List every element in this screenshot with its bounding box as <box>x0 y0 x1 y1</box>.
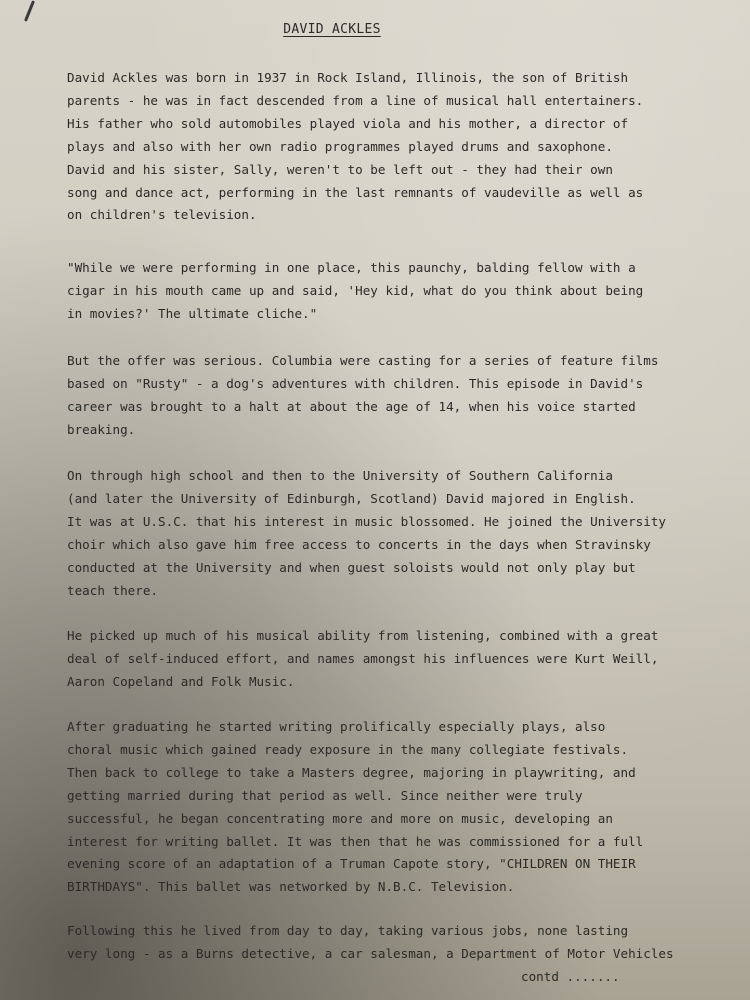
text-line: After graduating he started writing prolifically especially plays, also <box>67 719 606 734</box>
text-line: choral music which gained ready exposure in the many collegiate festivals. <box>67 741 629 757</box>
pen-mark <box>24 0 35 22</box>
text-line: parents - he was in fact descended from a line of musical hall entertainers. <box>67 92 644 108</box>
text-line: interest for writing ballet. It was then that he was commissioned for a full <box>67 833 644 849</box>
text-line: On through high school and then to the University of Southern California <box>67 468 613 483</box>
paragraph-university <box>67 465 707 602</box>
text-line: He picked up much of his musical ability from listening, combined with a great <box>67 628 659 643</box>
text-line: choir which also gave him free access to concerts in the days when Stravinsky <box>67 536 651 552</box>
page-title: DAVID ACKLES <box>283 22 381 37</box>
text-line: (and later the University of Edinburgh, Scotland) David majored in English. <box>67 490 636 506</box>
text-line: plays and also with her own radio programmes played drums and saxophone. <box>67 138 613 154</box>
text-line: David Ackles was born in 1937 in Rock Island, Illinois, the son of British <box>67 70 629 85</box>
text-line: His father who sold automobiles played viola and his mother, a director of <box>67 115 629 131</box>
text-line: conducted at the University and when guest soloists would not only play but <box>67 559 636 575</box>
text-line: based on "Rusty" - a dog's adventures with children. This episode in David's <box>67 375 644 391</box>
paragraph-graduating <box>67 716 707 899</box>
text-line: "While we were performing in one place, this paunchy, balding fellow with a <box>67 260 636 275</box>
text-line: on children's television. <box>67 207 257 223</box>
paragraph-quote <box>67 257 707 326</box>
text-line: deal of self-induced effort, and names amongst his influences were Kurt Weill, <box>67 650 659 666</box>
text-line: Following this he lived from day to day, taking various jobs, none lasting <box>67 923 629 938</box>
text-line: in movies?' The ultimate cliche." <box>67 305 318 321</box>
text-line: evening score of an adaptation of a Truman Capote story, "CHILDREN ON THEIR <box>67 856 636 872</box>
paragraph-influences <box>67 625 707 694</box>
continued-note: contd ....... <box>521 969 620 984</box>
text-line: career was brought to a halt at about the age of 14, when his voice started <box>67 398 636 414</box>
text-line: Then back to college to take a Masters degree, majoring in playwriting, and <box>67 764 636 780</box>
text-line: very long - as a Burns detective, a car salesman, a Department of Motor Vehicles <box>67 945 674 961</box>
paragraph-columbia <box>67 350 707 442</box>
paragraph-birth <box>67 67 707 227</box>
text-line: David and his sister, Sally, weren't to be left out - they had their own <box>67 161 613 177</box>
text-line: getting married during that period as well. Since neither were truly <box>67 787 583 803</box>
text-line: song and dance act, performing in the last remnants of vaudeville as well as <box>67 184 644 200</box>
paragraph-following <box>67 920 707 966</box>
text-line: teach there. <box>67 582 158 598</box>
text-line: BIRTHDAYS". This ballet was networked by N.B.C. Television. <box>67 879 515 895</box>
text-line: But the offer was serious. Columbia were casting for a series of feature films <box>67 353 659 368</box>
text-line: cigar in his mouth came up and said, 'Hey kid, what do you think about being <box>67 282 644 298</box>
text-line: It was at U.S.C. that his interest in music blossomed. He joined the University <box>67 513 666 529</box>
text-line: successful, he began concentrating more and more on music, developing an <box>67 810 613 826</box>
text-line: breaking. <box>67 421 136 437</box>
text-line: Aaron Copeland and Folk Music. <box>67 673 295 689</box>
